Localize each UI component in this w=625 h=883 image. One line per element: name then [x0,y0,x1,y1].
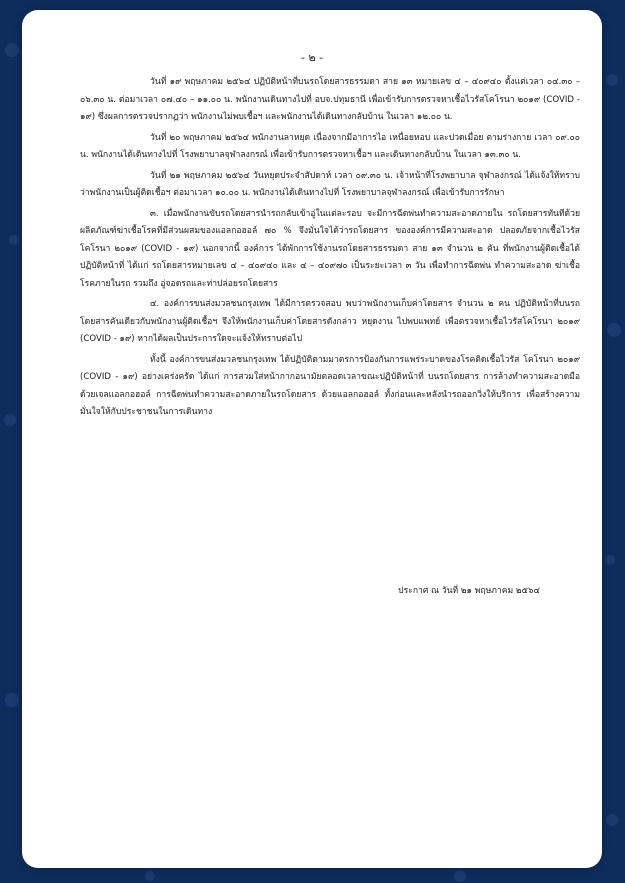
paragraph-conclusion: ทั้งนี้ องค์การขนส่งมวลชนกรุงเทพ ได้ปฏิบัติตามมาตรการป้องกันการแพร่ระบาดของโรคติดเชื้อไวรัส โคโรนา ๒๐๑๙ (COVID - ๑๙) อย่างเคร่งครัด ได้แก่ การสวมใส่หน้ากากอนามัยตลอดเวลาขณะปฏิบัติหน้าที่ บนรถโดยสาร การล้างทำความสะอาดมือด้วยเจลแอลกอฮอล์ การฉีดพ่นทำความสะอาดภายในรถโดยสาร ด้วยแอลกอฮอล์ ทั้งก่อนและหลังนำรถออกวิ่งให้บริการ เพื่อสร้างความมั่นใจให้กับประชาชนในการเดินทาง [80,354,580,417]
document-body [80,74,580,425]
paragraph-item-3: ๓. เมื่อพนักงานขับรถโดยสารนำรถกลับเข้าอู่ในแต่ละรอบ จะมีการฉีดพ่นทำความสะอาดภายใน รถโดยสารทันทีด้วยผลิตภัณฑ์ฆ่าเชื้อโรคที่มีส่วนผสมของแอลกอฮอล์ ๗๐ % จึงมั่นใจได้ว่ารถโดยสาร ขององค์การมีความสะอาด ปลอดภัยจากเชื้อไวรัสโคโรนา ๒๐๑๙ (COVID - ๑๙) นอกจากนี้ องค์การ ได้พักการใช้งานรถโดยสารธรรมดา สาย ๑๓ จำนวน ๒ คัน ที่พนักงานผู้ติดเชื้อได้ปฏิบัติหน้าที่ ได้แก่ รถโดยสารหมายเลข ๔ – ๔๐๙๔๐ และ ๔ – ๔๐๙๗๐ เป็นระยะเวลา ๓ วัน เพื่อทำการฉีดพ่น ทำความสะอาด ฆ่าเชื้อโรคภายในรถ รวมถึง อู่จอดรถและท่าปล่อยรถโดยสาร [80,208,580,289]
document-page [22,10,602,868]
paragraph-may-19: วันที่ ๑๙ พฤษภาคม ๒๕๖๔ ปฏิบัติหน้าที่บนรถโดยสารธรรมดา สาย ๑๓ หมายเลข ๔ – ๔๐๙๔๐ ตั้งแต่เวลา ๐๔.๓๐ – ๐๖.๓๐ น. ต่อมาเวลา ๐๗.๔๐ – ๑๑.๐๐ น. พนักงานเดินทางไปที่ อบจ.ปทุมธานี เพื่อเข้ารับการตรวจหาเชื้อไวรัสโคโรนา ๒๐๑๙ (COVID - ๑๙) ซึ่งผลการตรวจปรากฏว่า พนักงานไม่พบเชื้อฯ และพนักงานได้เดินทางกลับบ้าน ในเวลา ๑๒.๐๐ น. [80,77,580,122]
paragraph-may-21: วันที่ ๒๑ พฤษภาคม ๒๕๖๔ วันหยุดประจำสัปดาห์ เวลา ๐๙.๓๐ น. เจ้าหน้าที่โรงพยาบาล จุฬาลงกรณ์ ได้แจ้งให้ทราบว่าพนักงานเป็นผู้ติดเชื้อฯ ต่อมาเวลา ๑๐.๐๐ น. พนักงานได้เดินทางไปที่ โรงพยาบาลจุฬาลงกรณ์ เพื่อเข้ารับการรักษา [80,170,580,198]
paragraph-item-4: ๔. องค์การขนส่งมวลชนกรุงเทพ ได้มีการตรวจสอบ พบว่าพนักงานเก็บค่าโดยสาร จำนวน ๒ คน ปฏิบัติหน้าที่บนรถโดยสารคันเดียวกับพนักงานผู้ติดเชื้อฯ จึงให้พนักงานเก็บค่าโดยสารดังกล่าว หยุดงาน ไปพบแพทย์ เพื่อตรวจหาเชื้อไวรัสโคโรนา ๒๐๑๙ (COVID - ๑๙) หากได้ผลเป็นประการใดจะแจ้งให้ทราบต่อไป [80,299,580,344]
page-number: - ๒ - [300,51,324,64]
paragraph-may-20: วันที่ ๒๐ พฤษภาคม ๒๕๖๔ พนักงานลาหยุด เนื่องจากมีอาการไอ เหนื่อยหอบ และปวดเมื่อย ตามร่างกาย เวลา ๐๙.๐๐ น. พนักงานได้เดินทางไปที่ โรงพยาบาลจุฬาลงกรณ์ เพื่อเข้ารับการตรวจหาเชื้อฯ และเดินทางกลับบ้าน ในเวลา ๑๓.๓๐ น. [80,132,580,160]
announcement-date: ประกาศ ณ วันที่ ๒๑ พฤษภาคม ๒๕๖๔ [398,586,540,596]
